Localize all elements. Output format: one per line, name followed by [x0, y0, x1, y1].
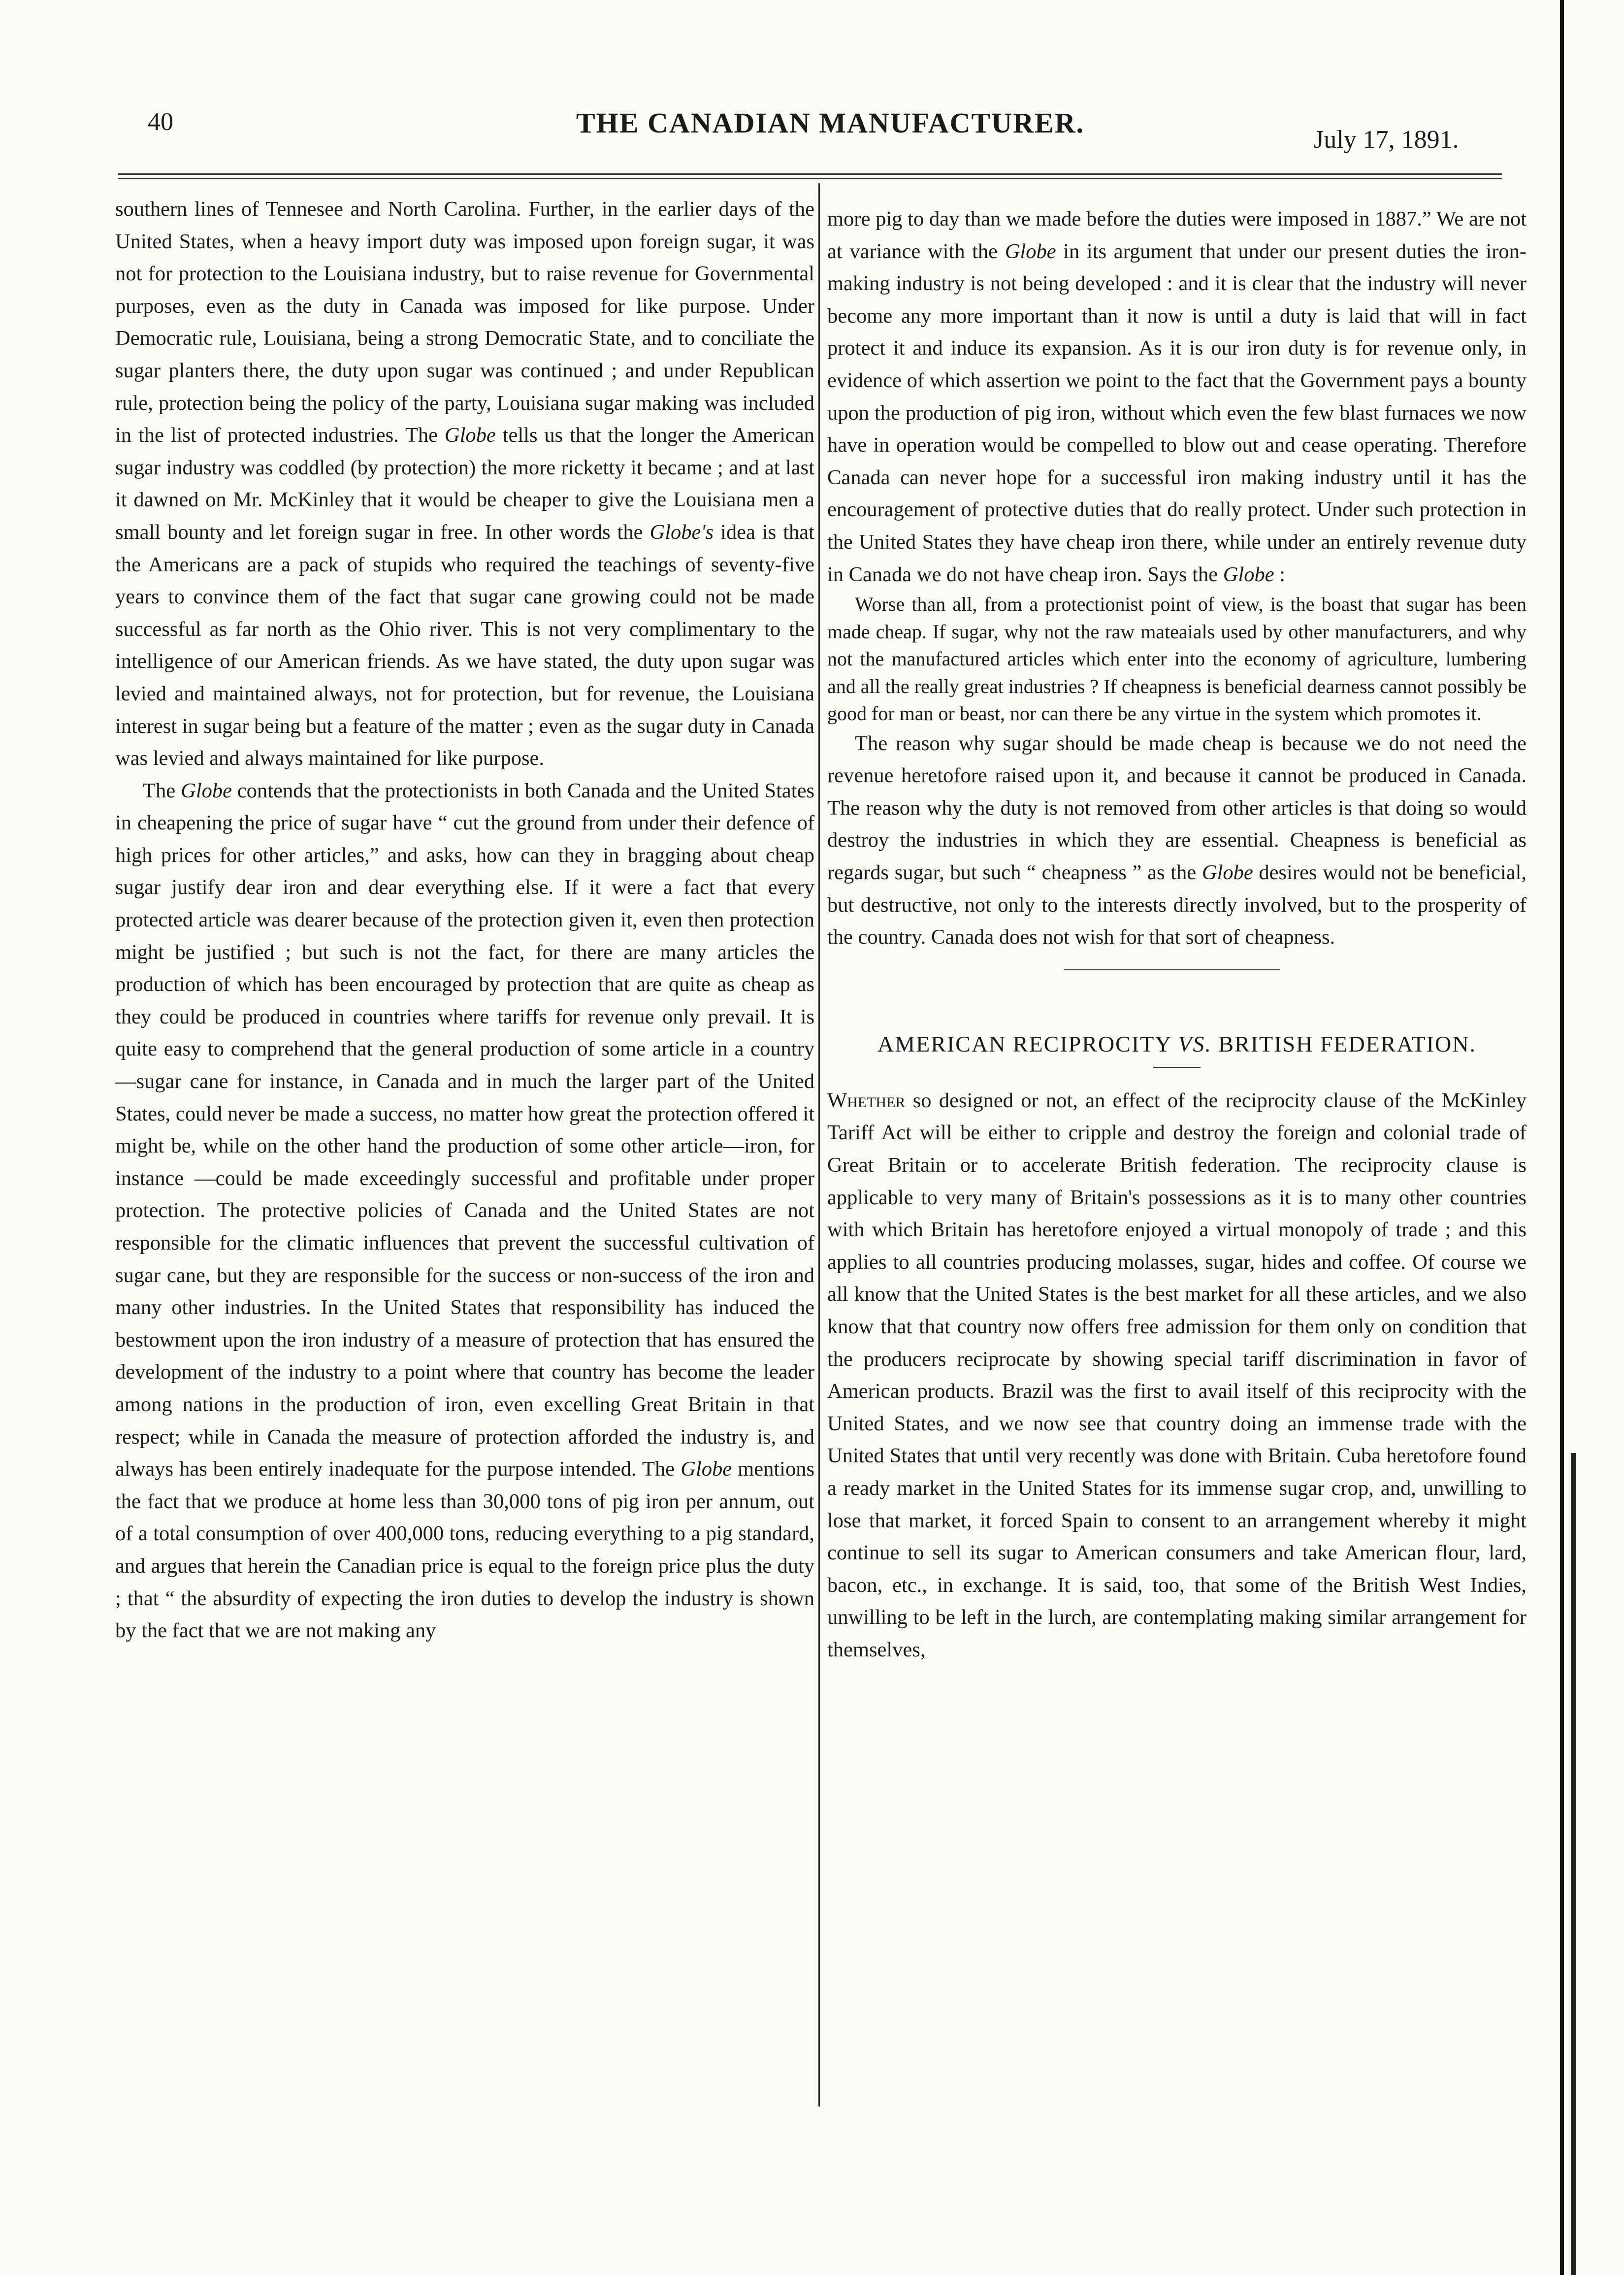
section-separator	[827, 954, 1527, 981]
column-divider	[818, 183, 820, 2107]
quote-text: Worse than all, from a protectionist point of view, is the boast that sugar has been made cheap. If sugar, why not the raw mateaials used by other manufacturers, and why not the manufactured articles which enter into the economy of agriculture, lumbering and all the really great industries ? If cheapness is beneficial dearness cannot possibly be good for man or beast, nor can there be any virtue in the system which promotes it.	[827, 593, 1527, 725]
globe-italic: Globe	[681, 1457, 732, 1481]
paragraph-text: southern lines of Tennesee and North Carolina. Further, in the earlier days of the United States, when a heavy import duty was imposed upon foreign sugar, it was not for protection to the Louisiana industry, but to raise revenue for Governmental purposes, even as the duty in Canada was imposed for like purpose. Under Democratic rule, Louisiana, being a strong Democratic State, and to conciliate the sugar planters there, the duty upon sugar was continued ; and under Republican rule, protection being the policy of the party, Louisiana sugar making was included in the list of protected industries.	[115, 198, 814, 447]
paragraph-text: so designed or not, an effect of the reciprocity clause of the McKinley Tariff Act will be either to cripple and destroy the foreign and colonial trade of Great Britain or to accelerate British federation. The reciprocity clause is applicable to very many of Britain's possessions as it is to many other countries with which Britain has heretofore enjoyed a virtual monopoly of trade ; and this applies to all countries producing molasses, sugar, hides and coffee. Of course we all know that the United States is the best market for all these articles, and we also know that that country now offers free admission for them only on condition that the producers reciprocate by showing special tariff discrimination in favor of American products. Brazil was the first to avail itself of this reciprocity with the United States, and we now see that country doing an immense trade with the United States that until very recently was done with Britain. Cuba heretofore found a ready market in the United States for its immense sugar crop, and, unwilling to lose that market, it forced Spain to consent to an arrangement whereby it might continue to sell its sugar to American consumers and take American flour, lard, bacon, etc., in exchange. It is said, too, that some of the British West Indies, unwilling to be left in the lurch, are contemplating making similar arrangement for themselves,	[827, 1088, 1527, 1661]
block-quote	[827, 591, 1527, 727]
vs-italic: VS.	[1178, 1031, 1212, 1056]
page-edge-shadow-lower	[1571, 1453, 1576, 2275]
globe-italic: Globe	[444, 424, 496, 447]
header-rule-top	[118, 173, 1502, 175]
lead-word: Whether	[827, 1088, 906, 1112]
article-paragraph	[827, 1085, 1527, 1666]
page-edge-shadow	[1560, 0, 1564, 2275]
issue-date: July 17, 1891.	[1314, 126, 1459, 154]
page-number: 40	[148, 108, 173, 136]
publication-title: THE CANADIAN MANUFACTURER.	[576, 107, 1085, 139]
paragraph-text: more pig to day than we made before the duties were imposed in 1887.” We are not at variance with the	[827, 207, 1527, 263]
globe-italic: Globe	[1005, 239, 1056, 263]
paragraph-text: desires would not be beneficial, but destructive, not only to the interests directly involved, but to the prosperity of the country. Canada does not wish for that sort of cheapness.	[827, 861, 1527, 949]
paragraph-text: mentions the fact that we produce at home less than 30,000 tons of pig iron per annum, out of a total consumption of over 400,000 tons, reducing everything to a pig standard, and argues that herein the Canadian price is equal to the foreign price plus the duty ; that “ the absurdity of expecting the iron duties to develop the industry is shown by the fact that we are not making any	[115, 1457, 814, 1643]
paragraph-text: contends that the protectionists in both Canada and the United States in cheapening the price of sugar have “ cut the ground from under their defence of high prices for other articles,” and asks, how can they in bragging about cheap sugar justify dear iron and dear everything else. If it were a fact that every protected article was dearer because of the protection given it, even then protection might be justified ; but such is not the fact, for there are many articles the production of which has been encouraged by protection that are quite as cheap as they could be produced in countries where tariffs for revenue only prevail. It is quite easy to comprehend that the general production of some article in a country—sugar cane for instance, in Canada and in much the larger part of the United States, could never be made a success, no matter how great the protection offered it might be, while on the other hand the production of some other article—iron, for instance —could be made exceedingly successful and profitable under proper protection. The protective policies of Canada and the United States are not responsible for the climatic influences that prevent the successful cultivation of sugar cane, but they are responsible for the success or non-success of the iron and many other industries. In the United States that responsibility has induced the bestowment upon the iron industry of a measure of protection that has ensured the development of the industry to a point where that country has become the leader among nations in the production of iron, even excelling Great Britain in that respect; while in Canada the measure of protection afforded the industry is, and always has been entirely inadequate for the purpose intended. The	[115, 779, 814, 1481]
paragraph-text: in its argument that under our present duties the iron-making industry is not being developed : and it is clear that the industry will never become any more important than it now is until a duty is laid that will in fact protect it and induce its expansion. As it is our iron duty is for revenue only, in evidence of which assertion we point to the fact that the Government pays a bounty upon the production of pig iron, without which even the few blast furnaces we now have in operation would be compelled to blow out and cease operating. Therefore Canada can never hope for a successful iron making industry until it has the encouragement of protective duties that do really protect. Under such protection in the United States they have cheap iron there, while under an entirely revenue duty in Canada we do not have cheap iron. Says the	[827, 239, 1527, 586]
paragraph-text: The	[405, 424, 445, 447]
paragraph-text: The reason why sugar should be made cheap is because we do not need the revenue heretofore raised upon it, and because it cannot be produced in Canada. The reason why the duty is not removed from other articles is that doing so would destroy the industries in which they are essential. Cheapness is beneficial as regards sugar, but such “ cheapness ” as the	[827, 731, 1527, 884]
page-header	[0, 0, 1624, 182]
paragraph-text: idea is that the Americans are a pack of stupids who required the teachings of seventy-five years to convince them of the fact that sugar cane growing could not be made successful as far north as the Ohio river. This is not very complimentary to the intelligence of our American friends. As we have stated, the duty upon sugar was levied and maintained always, not for protection, but for revenue, the Louisiana interest in sugar being but a feature of the matter ; even as the sugar duty in Canada was levied and always maintained for like purpose.	[115, 520, 814, 770]
paragraph-text: The	[143, 779, 181, 802]
paragraph-text: :	[1274, 562, 1286, 586]
paragraph	[827, 727, 1527, 954]
globe-italic: Globe	[1202, 861, 1253, 884]
paragraph-text: tells us that the longer the American sugar industry was coddled (by protection) the more ricketty it became ; and at last it dawned on Mr. McKinley that it would be cheaper to give the Louisiana men a small bounty and let foreign sugar in free. In other words the	[115, 424, 814, 544]
paragraph	[827, 203, 1527, 591]
header-rule-bottom	[118, 178, 1502, 179]
paragraph	[115, 193, 814, 775]
paragraph	[115, 775, 814, 1647]
right-column	[827, 203, 1527, 1666]
globe-italic: Globe	[1223, 562, 1274, 586]
globe-italic: Globe's	[650, 520, 714, 544]
title-rule	[1153, 1067, 1201, 1068]
article-title: AMERICAN RECIPROCITY VS. BRITISH FEDERATION.	[877, 1031, 1476, 1056]
globe-italic: Globe	[181, 779, 232, 802]
left-column	[115, 193, 814, 1647]
